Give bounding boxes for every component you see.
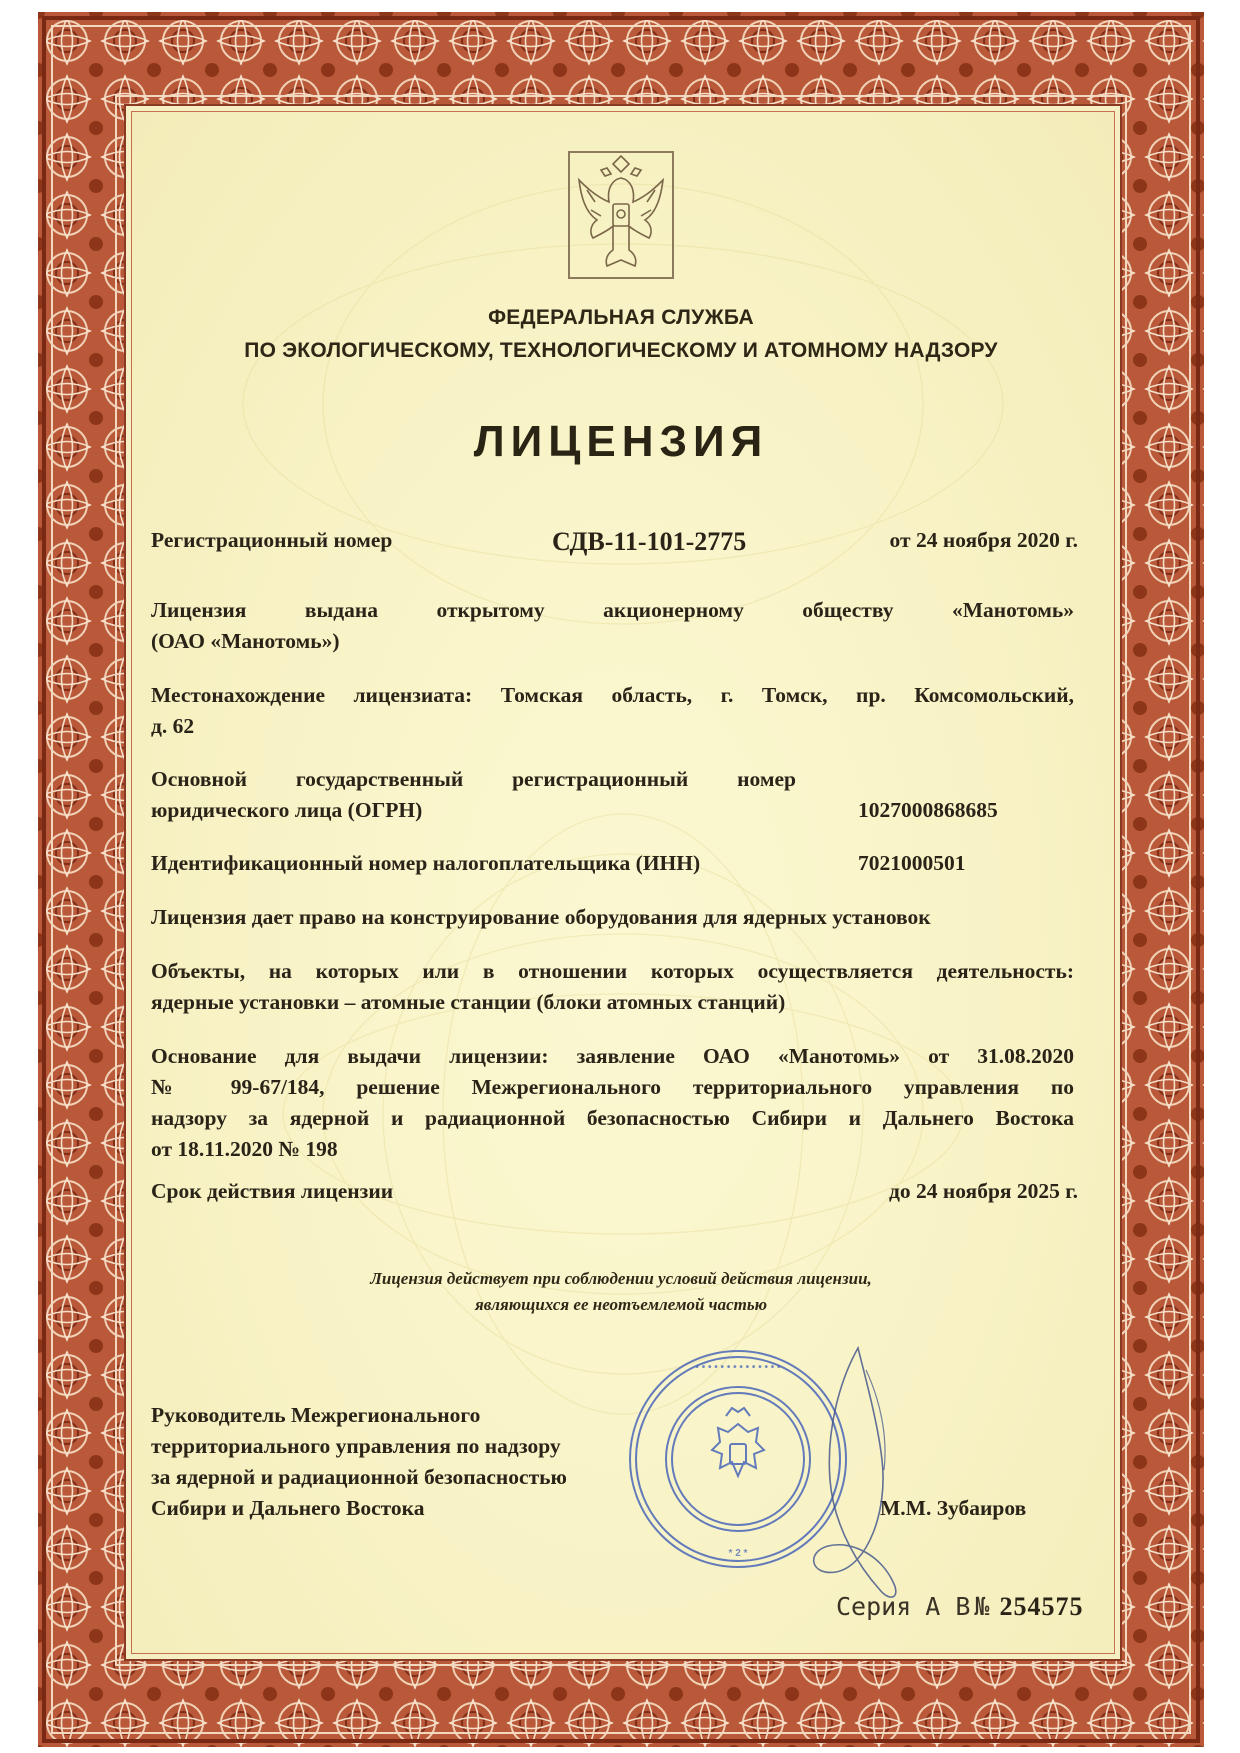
document-title: ЛИЦЕНЗИЯ xyxy=(473,417,769,466)
ogrn-label-line1: Основной государственный регистрационный номер xyxy=(151,767,796,791)
coat-of-arms-emblem xyxy=(567,150,675,280)
location-line2: д. 62 xyxy=(151,714,195,738)
series-letters: А В xyxy=(925,1592,971,1621)
validity-value: до 24 ноября 2025 г. xyxy=(888,1179,1078,1203)
license-conditions-note xyxy=(124,1266,1118,1318)
series-number: 254575 xyxy=(999,1592,1084,1621)
basis-line3: надзору за ядерной и радиационной безопасностью Сибири и Дальнего Востока xyxy=(151,1106,1074,1130)
basis-line1: Основание для выдачи лицензии: заявление ОАО «Манотомь» от 31.08.2020 xyxy=(151,1044,1074,1068)
registration-number: СДВ-11-101-2775 xyxy=(552,527,747,556)
objects-line1: Объекты, на которых или в отношении которых осуществляется деятельность: xyxy=(151,959,1074,983)
agency-name-line2: ПО ЭКОЛОГИЧЕСКОМУ, ТЕХНОЛОГИЧЕСКОМУ И АТОМНОМУ НАДЗОРУ xyxy=(244,339,998,362)
issued-to-line2: (ОАО «Манотомь») xyxy=(151,629,340,653)
ogrn-label-line2: юридического лица (ОГРН) xyxy=(151,798,423,822)
signer-title-line2: территориального управления по надзору xyxy=(151,1434,561,1458)
note-line2: являющихся ее неотъемлемой частью xyxy=(474,1295,768,1314)
registration-label: Регистрационный номер xyxy=(151,528,393,552)
series-block xyxy=(836,1592,1083,1622)
registration-date: от 24 ноября 2020 г. xyxy=(889,528,1078,552)
note-line1: Лицензия действует при соблюдении условий действия лицензии, xyxy=(370,1269,872,1288)
license-right-text: Лицензия дает право на конструирование оборудования для ядерных установок xyxy=(151,905,931,929)
signer-title-line3: за ядерной и радиационной безопасностью xyxy=(151,1465,567,1489)
svg-text:• • • • • • • • • • • • • •: • • • • • • • • • • • • • • xyxy=(695,1362,781,1373)
handwritten-signature xyxy=(770,1340,940,1620)
signer-title-line1: Руководитель Межрегионального xyxy=(151,1403,481,1427)
objects-line2: ядерные установки – атомные станции (блоки атомных станций) xyxy=(151,990,786,1014)
location-line1: Местонахождение лицензиата: Томская область, г. Томск, пр. Комсомольский, xyxy=(151,683,1074,707)
series-label: Серия xyxy=(836,1592,912,1621)
validity-label: Срок действия лицензии xyxy=(151,1179,394,1203)
issued-to-line1: Лицензия выдана открытому акционерному обществу «Манотомь» xyxy=(151,598,1074,622)
inn-value: 7021000501 xyxy=(858,851,966,875)
signer-name: М.М. Зубаиров xyxy=(880,1496,1027,1520)
series-number-sign: № xyxy=(974,1592,990,1621)
ogrn-value: 1027000868685 xyxy=(858,798,998,822)
svg-text:* 2 *: * 2 * xyxy=(728,1548,748,1559)
basis-line4: от 18.11.2020 № 198 xyxy=(151,1137,338,1161)
agency-name-line1: ФЕДЕРАЛЬНАЯ СЛУЖБА xyxy=(488,306,754,329)
inn-label: Идентификационный номер налогоплательщика (ИНН) xyxy=(151,851,701,875)
signer-title-line4: Сибири и Дальнего Востока xyxy=(151,1496,425,1520)
basis-line2: № 99-67/184, решение Межрегионального территориального управления по xyxy=(151,1075,1074,1099)
